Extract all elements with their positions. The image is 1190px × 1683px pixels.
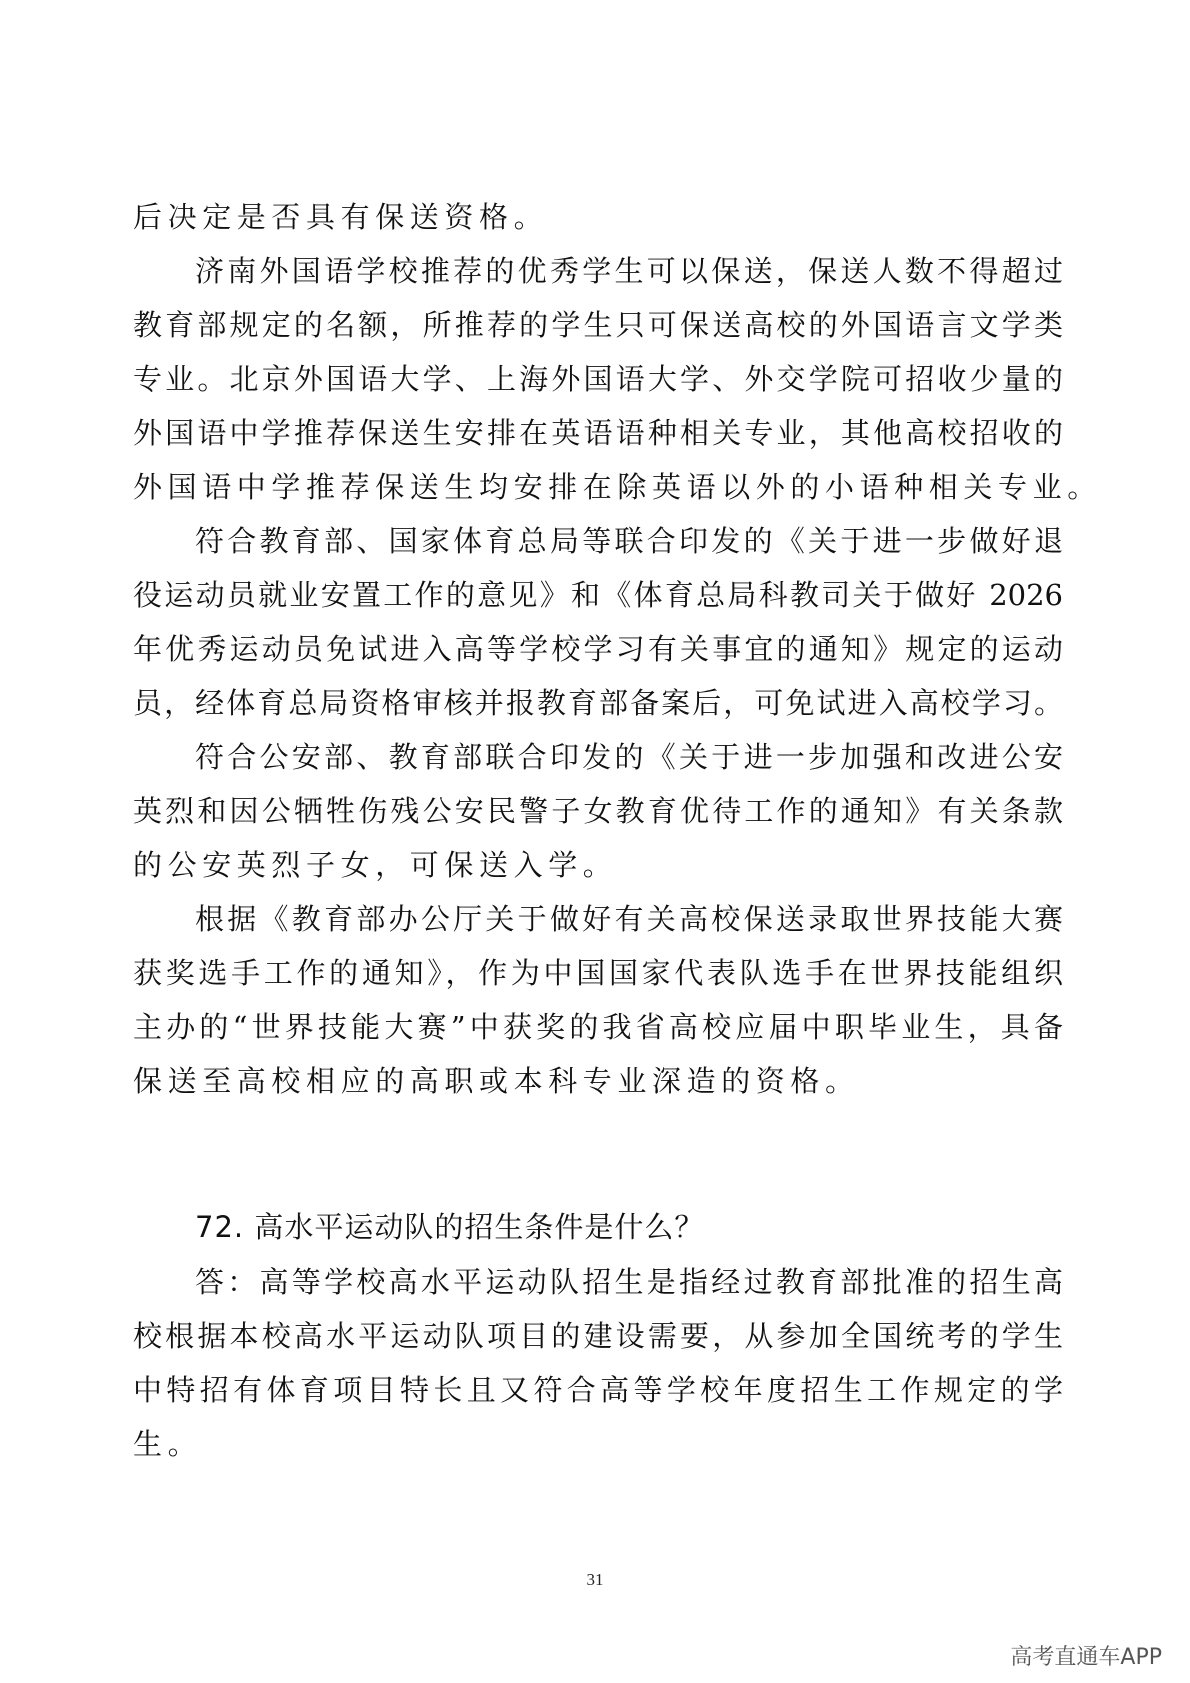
paragraph-line: 年优秀运动员免试进入高等学校学习有关事宜的通知》规定的运动 — [133, 632, 1063, 666]
paragraph-line: 符合教育部、国家体育总局等联合印发的《关于进一步做好退 — [195, 524, 1063, 558]
paragraph-line: 员，经体育总局资格审核并报教育部备案后，可免试进入高校学习。 — [133, 686, 1063, 720]
paragraph-line: 役运动员就业安置工作的意见》和《体育总局科教司关于做好 2026 — [133, 578, 1063, 612]
paragraph-line: 主办的“世界技能大赛”中获奖的我省高校应届中职毕业生，具备 — [133, 1010, 1063, 1044]
paragraph-line: 保送至高校相应的高职或本科专业深造的资格。 — [133, 1064, 860, 1098]
watermark: 高考直通车APP — [1010, 1645, 1162, 1670]
paragraph-line: 的公安英烈子女，可保送入学。 — [133, 848, 618, 882]
paragraph-line: 专业。北京外国语大学、上海外国语大学、外交学院可招收少量的 — [133, 362, 1063, 396]
paragraph-line: 教育部规定的名额，所推荐的学生只可保送高校的外国语言文学类 — [133, 308, 1063, 342]
paragraph-line: 根据《教育部办公厅关于做好有关高校保送录取世界技能大赛 — [195, 902, 1063, 936]
paragraph-line: 外国语中学推荐保送生均安排在除英语以外的小语种相关专业。 — [133, 470, 1102, 504]
paragraph-line: 校根据本校高水平运动队项目的建设需要，从参加全国统考的学生 — [133, 1319, 1063, 1353]
paragraph-line: 后决定是否具有保送资格。 — [133, 200, 549, 234]
paragraph-line: 外国语中学推荐保送生安排在英语语种相关专业，其他高校招收的 — [133, 416, 1063, 450]
paragraph-line: 中特招有体育项目特长且又符合高等学校年度招生工作规定的学 — [133, 1373, 1063, 1407]
paragraph-line: 济南外国语学校推荐的优秀学生可以保送，保送人数不得超过 — [195, 254, 1063, 288]
paragraph-line: 符合公安部、教育部联合印发的《关于进一步加强和改进公安 — [195, 740, 1063, 774]
section-heading: 72. 高水平运动队的招生条件是什么？ — [195, 1210, 705, 1244]
paragraph-line: 英烈和因公牺牲伤残公安民警子女教育优待工作的通知》有关条款 — [133, 794, 1063, 828]
paragraph-line: 答：高等学校高水平运动队招生是指经过教育部批准的招生高 — [195, 1265, 1063, 1299]
page-number: 31 — [586, 1570, 604, 1589]
paragraph-line: 获奖选手工作的通知》，作为中国国家代表队选手在世界技能组织 — [133, 956, 1063, 990]
paragraph-line: 生。 — [133, 1427, 203, 1461]
